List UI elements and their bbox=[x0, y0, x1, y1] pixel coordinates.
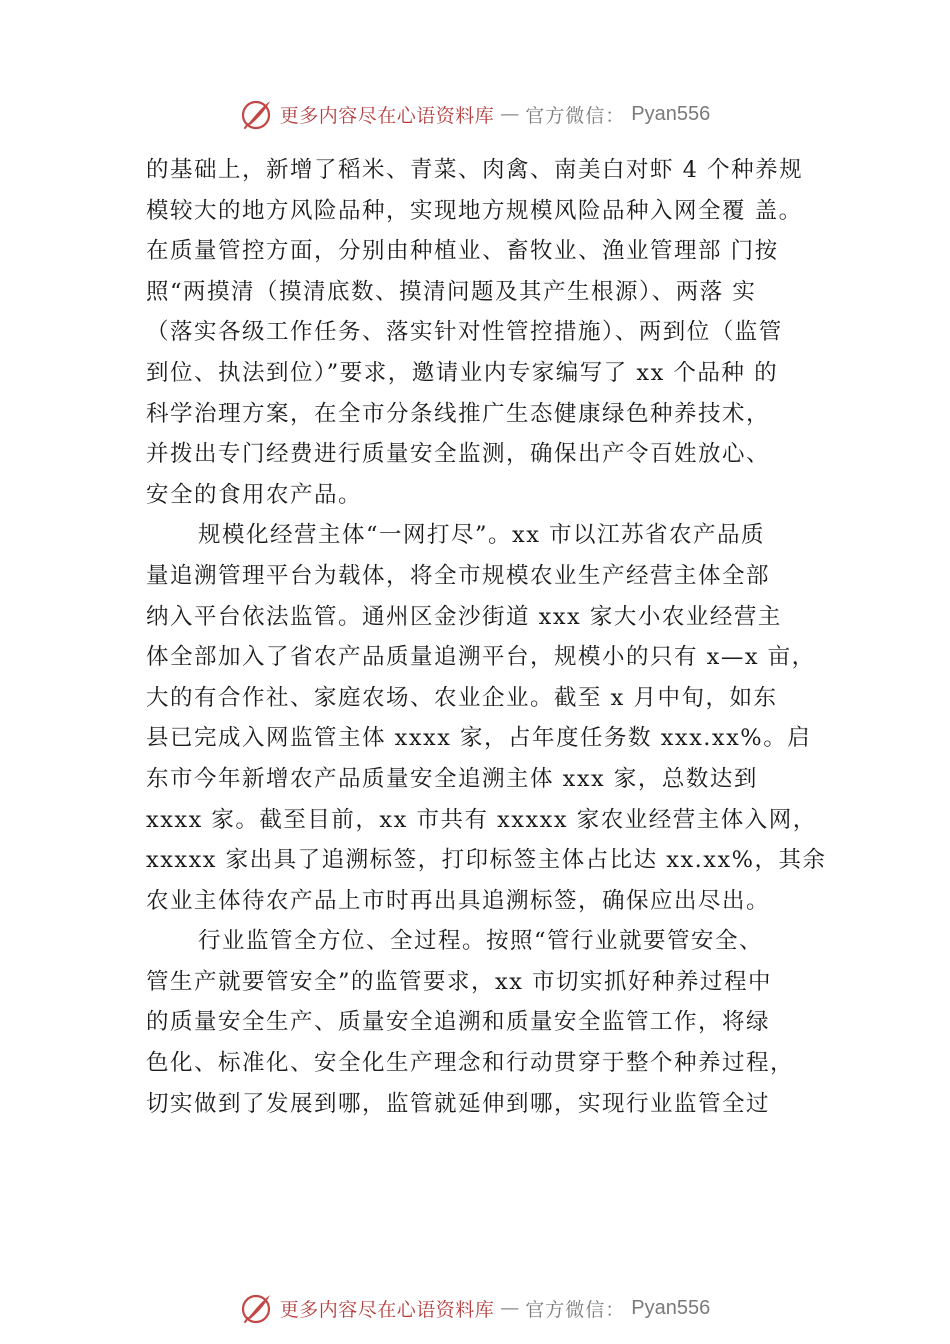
text-line: 色化、标准化、安全化生产理念和行动贯穿于整个种养过程， bbox=[146, 1050, 795, 1077]
paragraph-heading-line: 行业监管全方位、全过程。按照“管行业就要管安全、 bbox=[198, 928, 764, 955]
watermark-dash: — bbox=[500, 1297, 520, 1319]
text-line: 并拨出专门经费进行质量安全监测，确保出产令百姓放心、 bbox=[146, 441, 771, 468]
watermark-header bbox=[0, 92, 950, 136]
watermark-dash: — bbox=[500, 103, 520, 125]
text-line: 大的有合作社、家庭农场、农业企业。截至 x 月中旬，如东 bbox=[146, 684, 778, 711]
watermark-label: 官方微信： bbox=[525, 1298, 626, 1321]
watermark-wechat-id: Pyan556 bbox=[631, 1296, 711, 1319]
text-line: 体全部加入了省农产品质量追溯平台，规模小的只有 x—x 亩， bbox=[146, 644, 816, 671]
text-line: 的基础上，新增了稻米、青菜、肉禽、南美白对虾 4 个种养规 bbox=[146, 157, 804, 183]
document-body bbox=[146, 150, 836, 1124]
text-line: 切实做到了发展到哪，监管就延伸到哪，实现行业监管全过 bbox=[146, 1090, 771, 1117]
text-line: 到位、执法到位）”要求，邀请业内专家编写了 xx 个品种 的 bbox=[146, 359, 779, 386]
quill-logo-icon bbox=[240, 97, 274, 131]
text-line: 科学治理方案，在全市分条线推广生态健康绿色种养技术， bbox=[146, 400, 771, 427]
text-line: （落实各级工作任务、落实针对性管控措施）、两到位（监管 bbox=[146, 319, 783, 346]
watermark-wechat-id: Pyan556 bbox=[631, 102, 711, 125]
text-line: 在质量管控方面，分别由种植业、畜牧业、渔业管理部 门按 bbox=[146, 238, 779, 265]
text-line: 东市今年新增农产品质量安全追溯主体 xxx 家，总数达到 bbox=[146, 765, 758, 792]
text-line: 农业主体待农产品上市时再出具追溯标签，确保应出尽出。 bbox=[146, 887, 771, 914]
text-line: 模较大的地方风险品种，实现地方规模风险品种入网全覆 盖。 bbox=[146, 197, 803, 224]
text-line: xxxxx 家出具了追溯标签，打印标签主体占比达 xx.xx%，其余 bbox=[146, 847, 827, 874]
text-line: 的质量安全生产、质量安全追溯和质量安全监管工作，将绿 bbox=[146, 1009, 771, 1036]
text-line: 县已完成入网监管主体 xxxx 家，占年度任务数 xxx.xx%。启 bbox=[146, 725, 812, 752]
text-line: xxxx 家。截至目前，xx 市共有 xxxxx 家农业经营主体入网， bbox=[146, 806, 817, 833]
text-line: 安全的食用农产品。 bbox=[146, 481, 363, 508]
text-line: 纳入平台依法监管。通州区金沙街道 xxx 家大小农业经营主 bbox=[146, 603, 782, 630]
quill-logo-icon bbox=[240, 1291, 274, 1325]
watermark-label: 官方微信： bbox=[525, 104, 626, 127]
text-line: 量追溯管理平台为载体，将全市规模农业生产经营主体全部 bbox=[146, 562, 771, 589]
watermark-brand: 更多内容尽在心语资料库 bbox=[279, 104, 495, 127]
text-line: 管生产就要管安全”的监管要求，xx 市切实抓好种养过程中 bbox=[146, 968, 773, 995]
watermark-footer bbox=[0, 1286, 950, 1330]
watermark-brand: 更多内容尽在心语资料库 bbox=[279, 1298, 495, 1321]
paragraph-heading-line: 规模化经营主体“一网打尽”。xx 市以江苏省农产品质 bbox=[198, 522, 766, 549]
text-line: 照“两摸清（摸清底数、摸清问题及其产生根源）、两落 实 bbox=[146, 278, 757, 305]
